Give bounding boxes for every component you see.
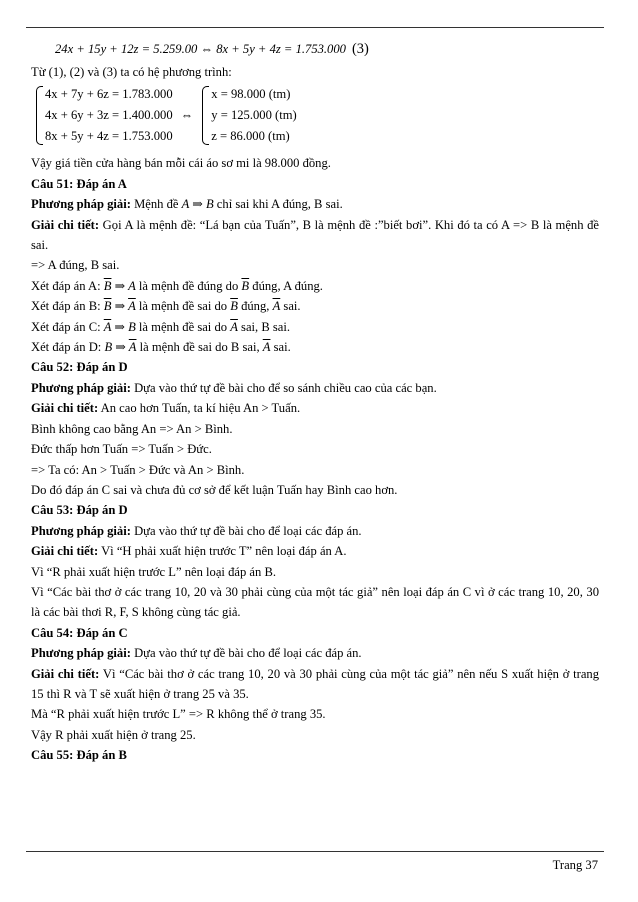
method-text: Mệnh đề — [130, 197, 182, 212]
equation-system — [31, 84, 599, 147]
detail-text: An cao hơn Tuấn, ta kí hiệu An > Tuấn. — [98, 401, 301, 416]
q52-line: Do đó đáp án C sai và chưa đủ cơ sở để kết luận Tuấn hay Bình cao hơn. — [31, 482, 398, 497]
math: ⇒ B — [111, 319, 136, 334]
q54-line: Vậy R phải xuất hiện ở trang 25. — [31, 727, 196, 742]
method-label: Phương pháp giải: — [31, 523, 131, 538]
conclusion: Vậy giá tiền cửa hàng bán mỗi cái áo sơ mi là 98.000 đồng. — [31, 156, 331, 171]
q51-option-c — [31, 317, 599, 337]
q54-method — [31, 643, 599, 663]
option-text: sai. — [270, 340, 291, 355]
overline-math: $\overline{A}$ — [262, 340, 271, 355]
overline-math: $\overline{A}$ — [230, 319, 238, 334]
overline-math: $\overline{B}$ — [230, 299, 238, 314]
option-text: Xét đáp án D: — [31, 340, 105, 355]
system-right — [201, 84, 296, 147]
system-intro: Từ (1), (2) và (3) ta có hệ phương trình: — [31, 65, 232, 79]
system-right-row: y = 125.000 (tm) — [211, 108, 297, 123]
page-number: Trang 37 — [552, 858, 598, 872]
detail-label: Giải chi tiết: — [31, 401, 99, 416]
q53-detail — [31, 541, 599, 561]
q52-heading: Câu 52: Đáp án D — [31, 360, 128, 375]
detail-text: Vì “H phải xuất hiện trước T” nên loại đáp án A. — [98, 544, 347, 559]
system-right-row: z = 86.000 (tm) — [211, 129, 290, 144]
footer-rule — [26, 851, 604, 852]
detail-text: Vì “Các bài thơ ở các trang 10, 20 và 30 phải cùng của một tác giả” nên nếu S xuất hiện ở trang 15 thì R và T sẽ xuất hiện ở trang 25 và 35. — [31, 666, 599, 701]
option-text: là mệnh đề sai do — [135, 299, 231, 314]
math: ⇒ — [111, 299, 129, 314]
system-left — [35, 84, 173, 147]
q52-detail — [31, 398, 599, 418]
option-text: đúng, — [237, 299, 273, 314]
page-content — [31, 36, 599, 766]
detail-text: Gọi A là mệnh đề: “Lá bạn của Tuấn”, B là mệnh đề :”biết bơi”. Khi đó ta có A => B là mệnh đề sai. — [31, 217, 600, 253]
option-text: Xét đáp án A: — [31, 278, 104, 293]
overline-math: $\overline{B}$ — [103, 299, 112, 314]
overline-math: $\overline{A}$ — [128, 340, 137, 355]
equation-3-text: 24x + 15y + 12z = 5.259.00 ⇔ 8x + 5y + 4z = 1.753.000 — [55, 42, 346, 56]
option-text: là mệnh đề sai do B sai, — [136, 340, 263, 355]
q54-heading: Câu 54: Đáp án C — [31, 625, 128, 640]
q52-line: Bình không cao bằng An => An > Bình. — [31, 421, 233, 436]
overline-math: $\overline{A}$ — [103, 319, 112, 334]
detail-label: Giải chi tiết: — [31, 217, 100, 232]
option-text: là mệnh đề sai do — [135, 319, 231, 334]
math: ⇒ A — [111, 278, 136, 293]
header-rule — [26, 27, 604, 28]
equivalence-symbol: ⇔ — [180, 108, 194, 123]
method-text: chỉ sai khi A đúng, B sai. — [213, 197, 343, 212]
q52-method — [31, 378, 599, 398]
option-text: đúng, A đúng. — [249, 278, 323, 293]
q51-option-d — [31, 337, 599, 357]
math: B ⇒ — [104, 340, 129, 355]
overline-math: $\overline{A}$ — [128, 299, 136, 314]
detail-label: Giải chi tiết: — [31, 544, 99, 559]
method-text: Dựa vào thứ tự đề bài cho để loại các đáp án. — [130, 646, 362, 661]
overline-math: $\overline{B}$ — [103, 278, 112, 293]
system-left-row: 4x + 7y + 6z = 1.783.000 — [45, 87, 173, 102]
method-text: Dựa vào thứ tự đề bài cho để so sánh chiều cao của các bạn. — [130, 380, 437, 395]
q53-method — [31, 521, 599, 541]
left-brace — [202, 86, 209, 145]
equation-3-tag: (3) — [351, 41, 369, 57]
q55-heading: Câu 55: Đáp án B — [31, 748, 127, 763]
method-label: Phương pháp giải: — [31, 380, 131, 395]
detail-label: Giải chi tiết: — [31, 666, 100, 681]
option-text: là mệnh đề đúng do — [135, 278, 242, 293]
q54-detail — [31, 664, 599, 705]
q51-method — [31, 194, 599, 214]
left-brace — [36, 86, 43, 145]
system-left-row: 4x + 6y + 3z = 1.400.000 — [45, 108, 173, 123]
option-text: sai. — [280, 299, 301, 314]
q51-option-b — [31, 296, 599, 316]
q52-line: Đức thấp hơn Tuấn => Tuấn > Đức. — [31, 442, 212, 457]
system-left-row: 8x + 5y + 4z = 1.753.000 — [45, 129, 173, 144]
q52-line: => Ta có: An > Tuấn > Đức và An > Bình. — [31, 462, 245, 477]
q51-heading: Câu 51: Đáp án A — [31, 176, 127, 191]
option-text: Xét đáp án B: — [31, 299, 104, 314]
equation-3 — [31, 36, 599, 62]
overline-math: $\overline{B}$ — [241, 278, 250, 293]
q53-line: Vì “Các bài thơ ở các trang 10, 20 và 30 phải cùng của một tác giả” nên loại đáp án C vì ở các trang 10, 20, 30 là các bài thơi R, F, S không cùng tác giả. — [31, 584, 599, 620]
method-math: A ⇒ B — [181, 197, 214, 212]
method-text: Dựa vào thứ tự đề bài cho để loại các đáp án. — [130, 523, 362, 538]
system-right-row: x = 98.000 (tm) — [211, 87, 291, 102]
overline-math: $\overline{A}$ — [272, 299, 281, 314]
q54-line: Mà “R phải xuất hiện trước L” => R không thể ở trang 35. — [31, 707, 326, 722]
method-label: Phương pháp giải: — [31, 197, 131, 212]
method-label: Phương pháp giải: — [31, 646, 131, 661]
q51-result: => A đúng, B sai. — [31, 258, 120, 273]
q53-heading: Câu 53: Đáp án D — [31, 503, 128, 518]
option-text: sai, B sai. — [237, 319, 291, 334]
q51-detail — [31, 215, 599, 256]
option-text: Xét đáp án C: — [31, 319, 104, 334]
q53-line: Vì “R phải xuất hiện trước L” nên loại đáp án B. — [31, 564, 277, 579]
q51-option-a — [31, 276, 599, 296]
